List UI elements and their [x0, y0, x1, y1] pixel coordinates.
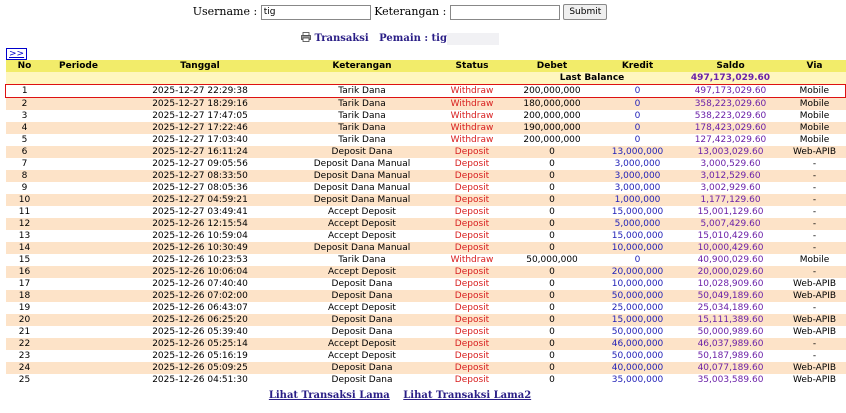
row-via: Mobile: [784, 110, 846, 122]
row-status: Deposit: [438, 302, 507, 314]
row-debet: 190,000,000: [507, 122, 598, 134]
row-periode: [44, 98, 114, 111]
row-via: Mobile: [784, 134, 846, 146]
row-keterangan: Deposit Dana: [287, 146, 438, 158]
row-status: Deposit: [438, 338, 507, 350]
row-periode: [44, 290, 114, 302]
row-tanggal: 2025-12-26 10:59:04: [114, 230, 287, 242]
row-kredit: 3,000,000: [598, 158, 678, 170]
table-row: [6, 326, 846, 338]
row-kredit: 25,000,000: [598, 302, 678, 314]
row-status: Deposit: [438, 218, 507, 230]
row-tanggal: 2025-12-26 07:02:00: [114, 290, 287, 302]
row-via: Mobile: [784, 98, 846, 111]
row-periode: [44, 182, 114, 194]
row-no: 2: [6, 98, 44, 111]
table-header-row: [6, 60, 846, 72]
row-kredit: 15,000,000: [598, 314, 678, 326]
row-saldo: 10,000,429.60: [678, 242, 784, 254]
row-no: 18: [6, 290, 44, 302]
row-no: 1: [6, 85, 44, 98]
row-kredit: 10,000,000: [598, 242, 678, 254]
row-periode: [44, 122, 114, 134]
redacted-username: [447, 33, 499, 45]
row-periode: [44, 326, 114, 338]
row-tanggal: 2025-12-26 10:23:53: [114, 254, 287, 266]
row-periode: [44, 242, 114, 254]
row-debet: 50,000,000: [507, 254, 598, 266]
table-row: [6, 254, 846, 266]
row-kredit: 0: [598, 254, 678, 266]
row-saldo: 46,037,989.60: [678, 338, 784, 350]
row-status: Deposit: [438, 170, 507, 182]
row-status: Deposit: [438, 278, 507, 290]
row-debet: 0: [507, 158, 598, 170]
row-status: Deposit: [438, 182, 507, 194]
row-kredit: 3,000,000: [598, 170, 678, 182]
username-input[interactable]: [261, 5, 371, 20]
row-periode: [44, 146, 114, 158]
row-keterangan: Accept Deposit: [287, 206, 438, 218]
row-debet: 0: [507, 242, 598, 254]
row-tanggal: 2025-12-27 09:05:56: [114, 158, 287, 170]
row-kredit: 1,000,000: [598, 194, 678, 206]
row-saldo: 40,077,189.60: [678, 362, 784, 374]
row-keterangan: Deposit Dana: [287, 374, 438, 386]
row-via: Web-APIB: [784, 362, 846, 374]
row-status: Withdraw: [438, 134, 507, 146]
row-kredit: 10,000,000: [598, 278, 678, 290]
row-keterangan: Deposit Dana Manual: [287, 182, 438, 194]
row-saldo: 40,900,029.60: [678, 254, 784, 266]
table-row: [6, 230, 846, 242]
last-balance-label: Last Balance: [507, 72, 678, 85]
row-periode: [44, 206, 114, 218]
row-via: -: [784, 230, 846, 242]
row-periode: [44, 350, 114, 362]
row-debet: 0: [507, 146, 598, 158]
row-keterangan: Deposit Dana: [287, 290, 438, 302]
row-kredit: 15,000,000: [598, 206, 678, 218]
row-tanggal: 2025-12-26 10:30:49: [114, 242, 287, 254]
column-header: Debet: [507, 60, 598, 72]
row-status: Deposit: [438, 194, 507, 206]
row-no: 25: [6, 374, 44, 386]
row-status: Deposit: [438, 146, 507, 158]
row-no: 24: [6, 362, 44, 374]
next-page-link[interactable]: >>: [6, 48, 27, 60]
table-row: [6, 146, 846, 158]
row-periode: [44, 362, 114, 374]
search-form: [0, 4, 800, 20]
row-tanggal: 2025-12-26 06:25:20: [114, 314, 287, 326]
row-debet: 180,000,000: [507, 98, 598, 111]
row-periode: [44, 314, 114, 326]
row-keterangan: Deposit Dana: [287, 362, 438, 374]
row-keterangan: Tarik Dana: [287, 85, 438, 98]
row-no: 12: [6, 218, 44, 230]
row-via: -: [784, 218, 846, 230]
table-row: [6, 110, 846, 122]
row-status: Deposit: [438, 206, 507, 218]
row-debet: 0: [507, 362, 598, 374]
row-tanggal: 2025-12-27 17:47:05: [114, 110, 287, 122]
row-status: Withdraw: [438, 254, 507, 266]
last-balance-value: 497,173,029.60: [678, 72, 784, 85]
row-saldo: 15,001,129.60: [678, 206, 784, 218]
row-status: Deposit: [438, 350, 507, 362]
table-row: [6, 302, 846, 314]
keterangan-label: Keterangan :: [374, 5, 447, 18]
row-no: 3: [6, 110, 44, 122]
row-keterangan: Deposit Dana Manual: [287, 242, 438, 254]
row-debet: 0: [507, 182, 598, 194]
column-header: Saldo: [678, 60, 784, 72]
row-debet: 0: [507, 314, 598, 326]
row-kredit: 3,000,000: [598, 182, 678, 194]
row-status: Deposit: [438, 290, 507, 302]
row-debet: 0: [507, 302, 598, 314]
row-tanggal: 2025-12-27 22:29:38: [114, 85, 287, 98]
row-kredit: 5,000,000: [598, 218, 678, 230]
row-debet: 200,000,000: [507, 110, 598, 122]
row-keterangan: Accept Deposit: [287, 350, 438, 362]
row-via: -: [784, 182, 846, 194]
row-saldo: 497,173,029.60: [678, 85, 784, 98]
row-debet: 0: [507, 218, 598, 230]
row-saldo: 10,028,909.60: [678, 278, 784, 290]
row-no: 5: [6, 134, 44, 146]
row-keterangan: Accept Deposit: [287, 338, 438, 350]
submit-button[interactable]: Submit: [563, 4, 607, 20]
row-kredit: 46,000,000: [598, 338, 678, 350]
row-kredit: 0: [598, 98, 678, 111]
page-title: [0, 32, 800, 45]
row-via: -: [784, 206, 846, 218]
row-kredit: 50,000,000: [598, 290, 678, 302]
row-periode: [44, 85, 114, 98]
row-tanggal: 2025-12-27 08:05:36: [114, 182, 287, 194]
row-debet: 200,000,000: [507, 134, 598, 146]
table-row: [6, 362, 846, 374]
row-status: Withdraw: [438, 98, 507, 111]
row-tanggal: 2025-12-27 18:29:16: [114, 98, 287, 111]
row-tanggal: 2025-12-26 12:15:54: [114, 218, 287, 230]
row-via: Web-APIB: [784, 314, 846, 326]
column-header: Keterangan: [287, 60, 438, 72]
lihat-transaksi-lama2-link[interactable]: Lihat Transaksi Lama2: [403, 390, 532, 401]
row-kredit: 0: [598, 110, 678, 122]
row-keterangan: Deposit Dana Manual: [287, 158, 438, 170]
row-saldo: 1,177,129.60: [678, 194, 784, 206]
row-tanggal: 2025-12-27 16:11:24: [114, 146, 287, 158]
table-row: [6, 338, 846, 350]
row-no: 8: [6, 170, 44, 182]
row-tanggal: 2025-12-26 05:39:40: [114, 326, 287, 338]
row-no: 20: [6, 314, 44, 326]
row-kredit: 50,000,000: [598, 326, 678, 338]
printer-icon[interactable]: [301, 33, 314, 44]
row-no: 11: [6, 206, 44, 218]
row-saldo: 50,187,989.60: [678, 350, 784, 362]
table-row: [6, 350, 846, 362]
row-periode: [44, 374, 114, 386]
row-keterangan: Tarik Dana: [287, 134, 438, 146]
row-tanggal: 2025-12-27 17:03:40: [114, 134, 287, 146]
row-kredit: 0: [598, 85, 678, 98]
row-keterangan: Tarik Dana: [287, 122, 438, 134]
row-tanggal: 2025-12-26 05:25:14: [114, 338, 287, 350]
row-debet: 200,000,000: [507, 85, 598, 98]
row-saldo: 15,111,389.60: [678, 314, 784, 326]
row-debet: 0: [507, 338, 598, 350]
table-row: [6, 158, 846, 170]
row-no: 21: [6, 326, 44, 338]
row-keterangan: Deposit Dana: [287, 278, 438, 290]
row-keterangan: Deposit Dana: [287, 326, 438, 338]
table-row: [6, 122, 846, 134]
row-no: 7: [6, 158, 44, 170]
row-saldo: 13,003,029.60: [678, 146, 784, 158]
column-header: No: [6, 60, 44, 72]
row-via: -: [784, 266, 846, 278]
table-row: [6, 314, 846, 326]
row-keterangan: Accept Deposit: [287, 266, 438, 278]
row-kredit: 50,000,000: [598, 350, 678, 362]
row-kredit: 0: [598, 122, 678, 134]
column-header: Status: [438, 60, 507, 72]
row-debet: 0: [507, 290, 598, 302]
row-tanggal: 2025-12-26 04:51:30: [114, 374, 287, 386]
username-label: Username :: [192, 5, 258, 18]
row-keterangan: Deposit Dana: [287, 314, 438, 326]
pemain-label: Pemain : tig: [379, 33, 447, 44]
keterangan-input[interactable]: [450, 5, 560, 20]
row-via: -: [784, 242, 846, 254]
table-row-highlighted: [6, 85, 846, 98]
row-via: Mobile: [784, 85, 846, 98]
table-row: [6, 278, 846, 290]
row-saldo: 5,007,429.60: [678, 218, 784, 230]
row-saldo: 25,034,189.60: [678, 302, 784, 314]
transaksi-link[interactable]: Transaksi: [314, 33, 369, 44]
row-tanggal: 2025-12-27 03:49:41: [114, 206, 287, 218]
row-saldo: 35,003,589.60: [678, 374, 784, 386]
row-status: Deposit: [438, 266, 507, 278]
row-keterangan: Accept Deposit: [287, 230, 438, 242]
row-status: Withdraw: [438, 85, 507, 98]
row-saldo: 50,049,189.60: [678, 290, 784, 302]
row-keterangan: Tarik Dana: [287, 110, 438, 122]
row-periode: [44, 302, 114, 314]
table-row: [6, 374, 846, 386]
row-periode: [44, 110, 114, 122]
row-no: 16: [6, 266, 44, 278]
row-saldo: 3,012,529.60: [678, 170, 784, 182]
row-kredit: 35,000,000: [598, 374, 678, 386]
table-row: [6, 266, 846, 278]
row-periode: [44, 158, 114, 170]
row-debet: 0: [507, 206, 598, 218]
row-status: Deposit: [438, 362, 507, 374]
column-header: Kredit: [598, 60, 678, 72]
row-via: -: [784, 350, 846, 362]
row-keterangan: Deposit Dana Manual: [287, 170, 438, 182]
row-no: 10: [6, 194, 44, 206]
row-debet: 0: [507, 374, 598, 386]
column-header: Via: [784, 60, 846, 72]
row-periode: [44, 278, 114, 290]
row-no: 9: [6, 182, 44, 194]
row-periode: [44, 254, 114, 266]
column-header: Tanggal: [114, 60, 287, 72]
row-saldo: 20,000,029.60: [678, 266, 784, 278]
row-status: Deposit: [438, 314, 507, 326]
row-via: Mobile: [784, 254, 846, 266]
table-row: [6, 170, 846, 182]
table-row: [6, 182, 846, 194]
row-status: Deposit: [438, 158, 507, 170]
row-periode: [44, 338, 114, 350]
row-debet: 0: [507, 350, 598, 362]
row-via: -: [784, 302, 846, 314]
table-row: [6, 194, 846, 206]
lihat-transaksi-lama-link[interactable]: Lihat Transaksi Lama: [268, 390, 390, 401]
row-status: Withdraw: [438, 110, 507, 122]
row-periode: [44, 134, 114, 146]
row-debet: 0: [507, 326, 598, 338]
row-periode: [44, 194, 114, 206]
row-debet: 0: [507, 194, 598, 206]
footer-links: [0, 390, 800, 401]
row-periode: [44, 266, 114, 278]
row-no: 15: [6, 254, 44, 266]
row-periode: [44, 230, 114, 242]
row-keterangan: Tarik Dana: [287, 98, 438, 111]
row-via: -: [784, 170, 846, 182]
row-no: 23: [6, 350, 44, 362]
row-tanggal: 2025-12-26 10:06:04: [114, 266, 287, 278]
row-status: Deposit: [438, 242, 507, 254]
row-kredit: 13,000,000: [598, 146, 678, 158]
row-tanggal: 2025-12-27 17:22:46: [114, 122, 287, 134]
row-debet: 0: [507, 266, 598, 278]
row-no: 13: [6, 230, 44, 242]
table-row: [6, 206, 846, 218]
row-via: -: [784, 338, 846, 350]
row-kredit: 0: [598, 134, 678, 146]
row-via: Web-APIB: [784, 326, 846, 338]
row-via: Mobile: [784, 122, 846, 134]
row-tanggal: 2025-12-26 06:43:07: [114, 302, 287, 314]
row-keterangan: Accept Deposit: [287, 302, 438, 314]
row-saldo: 3,002,929.60: [678, 182, 784, 194]
row-kredit: 20,000,000: [598, 266, 678, 278]
row-tanggal: 2025-12-27 08:33:50: [114, 170, 287, 182]
table-row: [6, 218, 846, 230]
row-via: -: [784, 194, 846, 206]
row-via: Web-APIB: [784, 278, 846, 290]
row-tanggal: 2025-12-26 05:09:25: [114, 362, 287, 374]
row-no: 17: [6, 278, 44, 290]
row-via: Web-APIB: [784, 290, 846, 302]
row-saldo: 538,223,029.60: [678, 110, 784, 122]
row-via: -: [784, 158, 846, 170]
row-no: 14: [6, 242, 44, 254]
row-no: 6: [6, 146, 44, 158]
row-periode: [44, 218, 114, 230]
last-balance-row: [6, 72, 846, 85]
table-row: [6, 98, 846, 111]
row-saldo: 127,423,029.60: [678, 134, 784, 146]
row-tanggal: 2025-12-26 05:16:19: [114, 350, 287, 362]
table-row: [6, 242, 846, 254]
row-keterangan: Deposit Dana Manual: [287, 194, 438, 206]
row-status: Withdraw: [438, 122, 507, 134]
row-saldo: 3,000,529.60: [678, 158, 784, 170]
row-status: Deposit: [438, 230, 507, 242]
row-keterangan: Accept Deposit: [287, 218, 438, 230]
row-debet: 0: [507, 278, 598, 290]
row-periode: [44, 170, 114, 182]
row-via: Web-APIB: [784, 374, 846, 386]
row-kredit: 40,000,000: [598, 362, 678, 374]
row-no: 19: [6, 302, 44, 314]
row-saldo: 358,223,029.60: [678, 98, 784, 111]
row-saldo: 178,423,029.60: [678, 122, 784, 134]
row-saldo: 15,010,429.60: [678, 230, 784, 242]
transaction-table: [5, 60, 846, 386]
row-status: Deposit: [438, 374, 507, 386]
row-saldo: 50,000,989.60: [678, 326, 784, 338]
row-no: 22: [6, 338, 44, 350]
table-row: [6, 134, 846, 146]
row-kredit: 15,000,000: [598, 230, 678, 242]
row-tanggal: 2025-12-27 04:59:21: [114, 194, 287, 206]
row-no: 4: [6, 122, 44, 134]
row-tanggal: 2025-12-26 07:40:40: [114, 278, 287, 290]
column-header: Periode: [44, 60, 114, 72]
table-row: [6, 290, 846, 302]
row-status: Deposit: [438, 326, 507, 338]
row-keterangan: Tarik Dana: [287, 254, 438, 266]
row-debet: 0: [507, 230, 598, 242]
row-via: Web-APIB: [784, 146, 846, 158]
row-debet: 0: [507, 170, 598, 182]
